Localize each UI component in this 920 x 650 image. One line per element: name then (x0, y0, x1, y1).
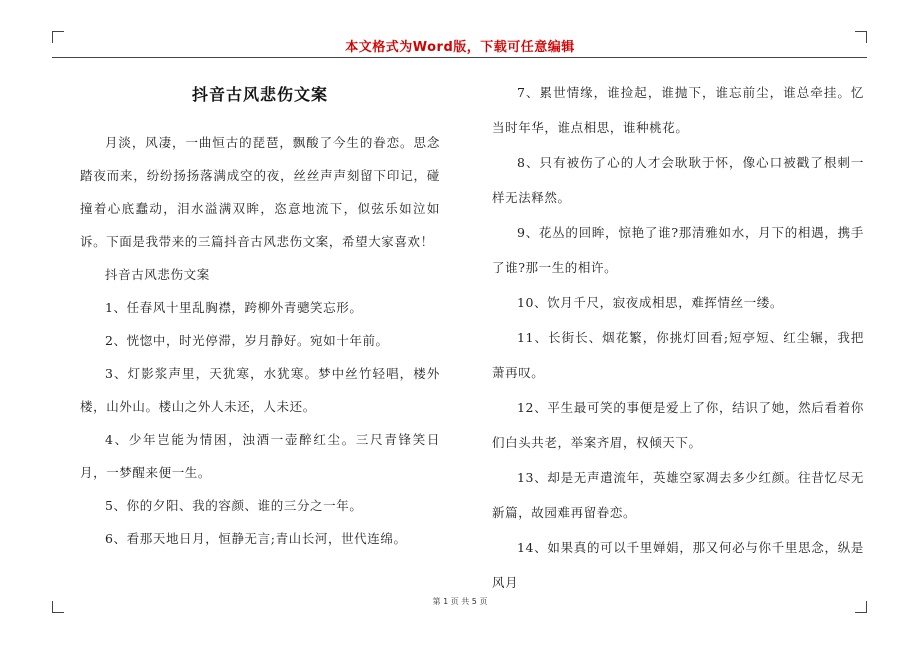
page-number: 第 1 页 共 5 页 (432, 597, 488, 606)
quote-item: 6、看那天地日月，恒静无言;青山长河，世代连绵。 (105, 531, 407, 546)
left-column (80, 72, 440, 555)
header-rule (52, 57, 867, 58)
quote-item: 11、长街长、烟花繁，你挑灯回看;短亭短、红尘辗，我把萧再叹。 (492, 330, 864, 380)
quote-item: 1、任春风十里乱胸襟，跨柳外青骢笑忘形。 (105, 300, 363, 315)
document-title: 抖音古风悲伤文案 (191, 85, 328, 104)
intro-paragraph: 月淡，风凄，一曲恒古的琵琶，飘酸了今生的眷恋。思念踏夜而来，纷纷扬扬落满成空的夜，丝丝声声刻留下印记，碰撞着心底蠢动，泪水溢满双眸，恣意地流下，似弦乐如泣如诉。下面是我带来的三篇抖音古风悲伤文案，希望大家喜欢！ (80, 135, 440, 249)
quote-item: 3、灯影浆声里，天犹寒，水犹寒。梦中丝竹轻唱，楼外楼，山外山。楼山之外人未还，人未还。 (80, 366, 440, 414)
crop-mark-bottom-left-h (52, 612, 64, 613)
quote-item: 9、花丛的回眸，惊艳了谁?那清雅如水，月下的相遇，携手了谁?那一生的相许。 (492, 225, 864, 275)
quote-item: 2、恍惚中，时光停滞，岁月静好。宛如十年前。 (105, 333, 389, 348)
right-column (492, 75, 864, 600)
quote-item: 14、如果真的可以千里婵娟，那又何必与你千里思念，纵是风月 (492, 540, 864, 590)
quote-item: 4、少年岂能为情困，浊酒一壶醉红尘。三尺青锋笑日月，一梦醒来便一生。 (80, 432, 440, 480)
quote-item: 13、却是无声遣流年，英雄空冢凋去多少红颜。往昔忆尽无新篇，故园难再留眷恋。 (492, 470, 864, 520)
quote-item: 10、饮月千尺，寂夜成相思，难挥情丝一缕。 (517, 295, 784, 310)
quote-item: 12、平生最可笑的事便是爱上了你，结识了她，然后看着你们白头共老，举案齐眉，权倾天下。 (492, 400, 864, 450)
quote-item: 8、只有被伤了心的人才会耿耿于怀，像心口被戳了根刺一样无法释然。 (492, 155, 864, 205)
quote-item: 5、你的夕阳、我的容颜、谁的三分之一年。 (105, 498, 363, 513)
word-format-notice: 本文格式为Word版，下载可任意编辑 (345, 40, 575, 55)
quote-item: 7、累世情缘，谁捡起，谁抛下，谁忘前尘，谁总牵挂。忆当时年华，谁点相思，谁种桃花。 (492, 85, 864, 135)
crop-mark-top-left-h (52, 31, 64, 32)
section-heading: 抖音古风悲伤文案 (105, 267, 210, 282)
